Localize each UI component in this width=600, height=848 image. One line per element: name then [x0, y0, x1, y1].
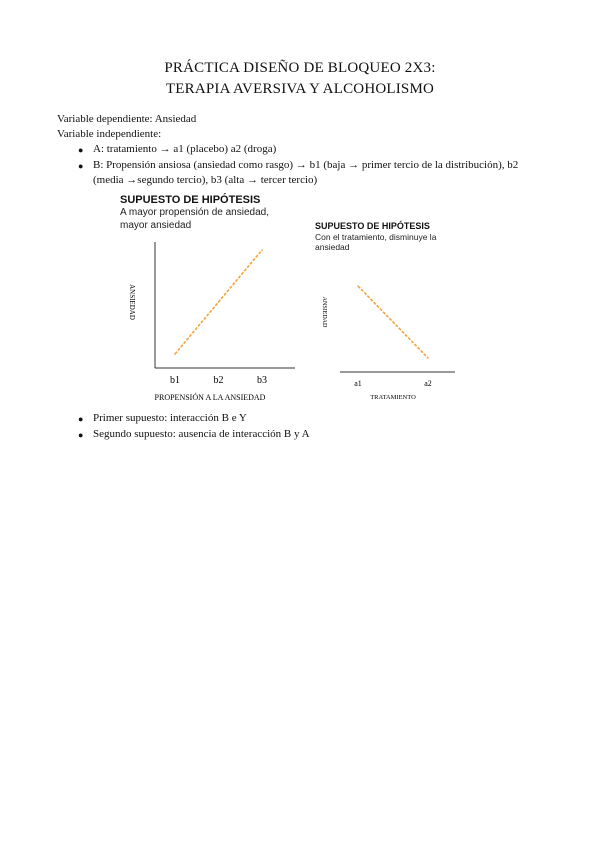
- bullet-icon: ●: [78, 145, 84, 155]
- conclusion-1: Primer supuesto: interacción B e Y: [93, 412, 247, 424]
- chart2-tick-a2: a2: [424, 379, 432, 388]
- chart2-svg: [315, 270, 465, 405]
- chart2-tick-a1: a1: [354, 379, 362, 388]
- chart1-subtitle-2: mayor ansiedad: [120, 220, 192, 231]
- chart2-y-label: ANSIEDAD: [321, 296, 327, 328]
- chart1-point-b3: [261, 249, 263, 251]
- chart1-point-b1: [174, 353, 176, 355]
- chart1-tick-b2: b2: [213, 375, 224, 386]
- document-title-line-2: TERAPIA AVERSIVA Y ALCOHOLISMO: [165, 81, 435, 97]
- factor-a: A: tratamiento → a1 (placebo) a2 (droga): [93, 143, 277, 155]
- chart2-series-line: [358, 286, 428, 358]
- bullet-icon: ●: [78, 414, 84, 424]
- chart1-y-label: ANSIEDAD: [128, 284, 136, 320]
- chart2-subtitle-1: Con el tratamiento, disminuye la: [315, 232, 437, 242]
- chart2-x-label: TRATAMIENTO: [370, 394, 416, 401]
- conclusion-2: Segundo supuesto: ausencia de interacción B y A: [93, 428, 310, 440]
- dependent-variable: Variable dependiente: Ansiedad: [57, 113, 197, 125]
- chart2-point-a1: [357, 285, 359, 287]
- chart1-svg: [120, 232, 305, 404]
- independent-variable: Variable independiente:: [57, 128, 162, 140]
- chart1-x-label: PROPENSIÓN A LA ANSIEDAD: [154, 393, 266, 402]
- chart1-tick-b1: b1: [170, 375, 180, 386]
- chart1-subtitle-1: A mayor propensión de ansiedad,: [120, 207, 269, 218]
- bullet-icon: ●: [78, 430, 84, 440]
- bullet-icon: ●: [78, 161, 84, 171]
- chart1-point-b2: [218, 301, 220, 303]
- document-title-line-1: PRÁCTICA DISEÑO DE BLOQUEO 2X3:: [164, 60, 436, 76]
- chart2-title: SUPUESTO DE HIPÓTESIS: [315, 221, 430, 231]
- chart2-subtitle-2: ansiedad: [315, 242, 350, 252]
- factor-b: B: Propensión ansiosa (ansiedad como rasgo) → b1 (baja → primer tercio de la distribución), b2: [93, 159, 519, 171]
- factor-b-continued: (media →segundo tercio), b3 (alta → tercer tercio): [93, 174, 318, 186]
- chart1-title: SUPUESTO DE HIPÓTESIS: [120, 194, 261, 206]
- chart1-tick-b3: b3: [257, 375, 267, 386]
- chart2-point-a2: [427, 357, 429, 359]
